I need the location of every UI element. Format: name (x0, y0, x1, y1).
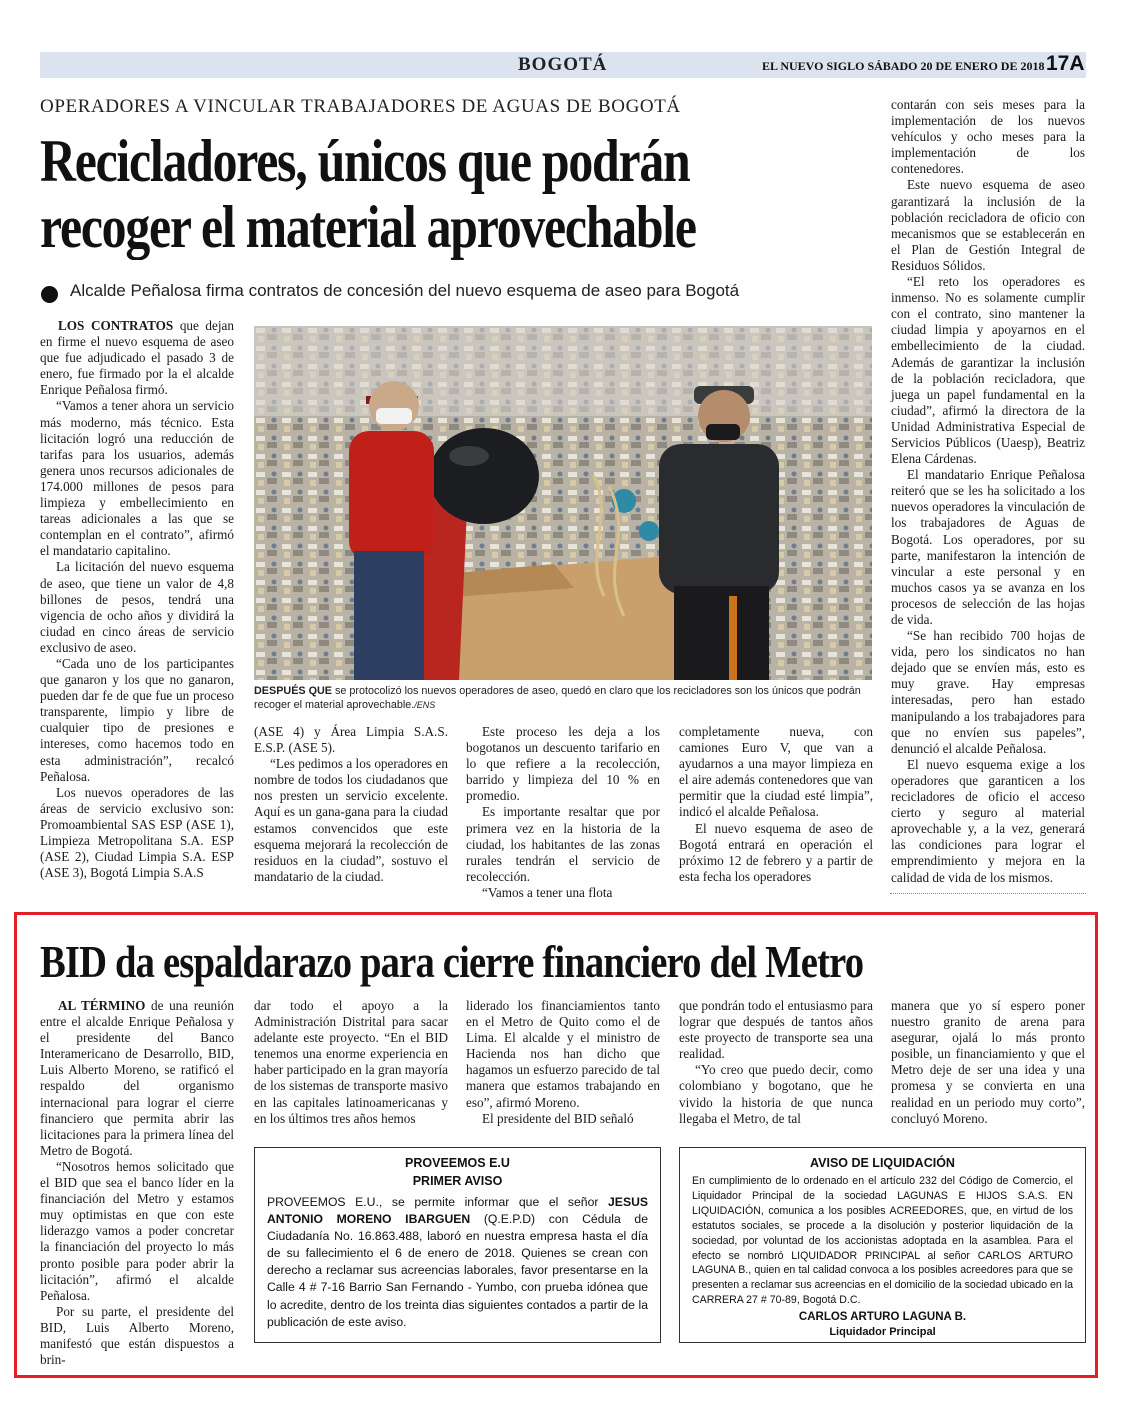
ad-signer-role: Liquidador Principal (829, 1326, 936, 1339)
article2-column-5 (891, 998, 1085, 1127)
paragraph: manera que yo sí espero poner nuestro granito de arena para asegurar, ojalá lo más pronto posible, un financiamiento y que el Metro deje de ser una idea y una promesa y se convierta en una realidad en un periodo muy corto”, concluyó Moreno. (891, 998, 1085, 1126)
bullet-icon (41, 286, 58, 303)
lead-in: LOS CONTRATOS (58, 318, 174, 333)
news-photo-recyclers (254, 326, 872, 680)
article1-column-4 (679, 724, 873, 885)
paragraph: “Vamos a tener una flota (482, 884, 613, 900)
paragraph: (ASE 4) y Área Limpia S.A.S. E.S.P. (ASE 5). (254, 724, 448, 756)
paragraph: de una reunión entre el alcalde Enrique Peñalosa y el presidente del Banco Interamericano de Desarrollo, BID, Luis Alberto Moreno, se ratificó el respaldo del organismo internacional para lograr el cierre financiero que permita abrir las licitaciones para la primera línea del Metro de Bogotá. (40, 998, 234, 1158)
ad-text: PROVEEMOS E.U., se permite informar que el señor (267, 1195, 609, 1209)
paragraph: Es importante resaltar que por primera vez en la historia de la ciudad, los habitantes de las zonas rurales tendrán el servicio de recolección. (466, 804, 660, 884)
article2-column-4 (679, 998, 873, 1127)
ad-title: PROVEEMOS E.U (405, 1156, 510, 1170)
paragraph: El nuevo esquema de aseo de Bogotá entrará en operación el próximo 12 de febrero y a partir de esta fecha los operadores (679, 820, 873, 884)
classified-ad-liquidacion (679, 1147, 1086, 1343)
paragraph: “Yo creo que puedo decir, como colombiano y bogotano, que he vivido la historia de que nunca llegaba el Metro, de tal (679, 1062, 873, 1126)
paragraph: “Se han recibido 700 hojas de vida, pero los sindicatos no han dejado que se envíen más, esto es muy grave. Hay empresas interesadas, pero han estado manipulando a los trabajadores para que no envíen sus papeles”, denunció el alcalde Peñalosa. (891, 628, 1085, 756)
caption-lead: DESPUÉS QUE (254, 685, 332, 697)
page-number: 17A (1046, 52, 1085, 75)
classified-ad-proveemos (254, 1147, 661, 1343)
paragraph: La licitación del nuevo esquema de aseo, que tiene un valor de 4,8 billones de pesos, tendrá una vigencia de ocho años y dividirá la ciudad en cinco áreas de servicio exclusivo de aseo. (40, 559, 234, 655)
paragraph: Este proceso les deja a los bogotanos un descuento tarifario en lo que refiere a la recolección, barrido y limpieza del 10 % en promedio. (466, 724, 660, 804)
paragraph: liderado los financiamientos tanto en el Metro de Quito como el de Lima. El alcalde y el ministro de Hacienda nos han dicho que hagamos un esfuerzo parecido de tal manera que estamos trabajando en eso”, afirmó Moreno. (466, 998, 660, 1110)
paragraph: completamente nueva, con camiones Euro V, que van a ayudarnos a una mayor limpieza en el aire además contenedores que van permitir que la ciudad esté limpia”, indicó el alcalde Peñalosa. (679, 724, 873, 820)
article2-column-1 (40, 998, 234, 1368)
photo-credit: /ENS (414, 700, 436, 710)
paragraph: El presidente del BID señaló (482, 1110, 634, 1126)
paragraph: Los nuevos operadores de las áreas de servicio exclusivo son: Promoambiental SAS ESP (ASE 1), Limpieza Metropolitana S.A. ESP (ASE 2), Ciudad Limpia S.A. ESP (ASE 3), Bogotá Limpia S.A.S (40, 784, 234, 881)
paragraph: “Nosotros hemos solicitado que el BID que sea el banco líder en la financiación del Metro y estamos muy optimistas en que con este liderazgo vamos a poder concretar la financiación del proyecto lo más pronto posible para poder abrir la licitación”, afirmó el alcalde Peñalosa. (40, 1158, 234, 1303)
article-kicker: OPERADORES A VINCULAR TRABAJADORES DE AGUAS DE BOGOTÁ (40, 96, 681, 117)
paper-date-info: EL NUEVO SIGLO SÁBADO 20 DE ENERO DE 2018 (762, 59, 1045, 73)
paragraph: “Les pedimos a los operadores en nombre de todos los ciudadanos que nos presten un servicio excelente. Aquí es un gana-gana para la ciudad estamos convencidos que este esquema mejorará la recolección de residuos en la ciudad”, sostuvo el mandatario de la ciudad. (254, 756, 448, 884)
article-subhead: Alcalde Peñalosa firma contratos de concesión del nuevo esquema de aseo para Bogotá (70, 281, 740, 300)
paragraph: El nuevo esquema exige a los operadores que garanticen a los recicladores de oficio el acceso cierto y seguro al material aprovechable y, a la vez, generará las condiciones para lograr el emprendimiento y mejora en la calidad de vida de los mismos. (891, 756, 1085, 885)
ad-body (255, 1194, 660, 1331)
paragraph: contarán con seis meses para la implementación de los nuevos vehículos y ocho meses para la implementación de los contenedores. (891, 97, 1085, 177)
paragraph: “Vamos a tener ahora un servicio más moderno, más técnico. Esta licitación logró una reducción de tarifas para los usuarios, además genera unos recursos adicionales de 174.000 millones de pesos para limpieza y embellecimiento en tareas adicionales a las que se contemplan en el contrato”, afirmó el mandatario capitalino. (40, 398, 234, 559)
headline-line-1: Recicladores, únicos que podrán (40, 128, 690, 194)
paragraph: que dejan en firme el nuevo esquema de aseo que fue adjudicado el pasado 3 de enero, fue firmado por la el alcalde Enrique Peñalosa firmó. (40, 318, 234, 398)
ad-body: En cumplimiento de lo ordenado en el artículo 232 del Código de Comercio, el Liquidador Principal de la sociedad LAGUNAS E HIJOS S.A.S. EN LIQUIDACIÓN, comunica a los posibles ACREEDORES, que, en virtud de los estatutos sociales, se procede a la disolución y posterior liquidación de la sociedad, por voluntad de los accionistas adoptada en la asamblea. Para el efecto se nombró LIQUIDADOR PRINCIPAL al señor CARLOS ARTURO LAGUNA B., quien en tal calidad convoca a los posibles acreedores para que se presenten a reclamar sus acreencias en el domicilio de la sociedad ubicado en la CARRERA 27 # 70-89, Bogotá D.C. (692, 1175, 1074, 1307)
ad-signer: CARLOS ARTURO LAGUNA B. (798, 1311, 967, 1324)
paragraph: Por su parte, el presidente del BID, Luis Alberto Moreno, manifestó que están dispuestos a brin- (40, 1303, 234, 1368)
paragraph: que pondrán todo el entusiasmo para lograr que después de tantos años este proyecto de transporte sea una realidad. (679, 998, 873, 1062)
ad-subtitle: PRIMER AVISO (412, 1174, 503, 1188)
lead-in: AL TÉRMINO (58, 998, 146, 1013)
paragraph: Este nuevo esquema de aseo garantizará la inclusión de la población recicladora de oficio con mecanismos que se establecerán en el Plan de Gestión Integral de Residuos Sólidos. (891, 177, 1085, 273)
article2-headline: BID da espaldarazo para cierre financiero del Metro (40, 936, 864, 987)
paragraph: dar todo el apoyo a la Administración Distrital para sacar adelante este proyecto. “En el BID tenemos una enorme experiencia en haber participado en la gran mayoría de los sistemas de transporte masivo en las capitales latinoamericanas y en los últimos tres años hemos (254, 998, 448, 1126)
photo-illustration (254, 326, 872, 680)
headline-line-2: recoger el material aprovechable (40, 194, 696, 260)
ad-text: (Q.E.P.D) con Cédula de Ciudadanía No. 16.863.488, laboró en nuestra empresa hasta el día de su fallecimiento el 6 de enero de 2018. Quienes se crean con derecho a reclamar sus acreencias laborales, favor presentarse en la Calle 4 # 7-16 Barrio San Fernando - Yumbo, con prueba idónea que lo acredite, dentro de los treinta dias siguientes contados a partir de la publicación de este aviso. (267, 1212, 648, 1329)
photo-caption (254, 684, 872, 712)
article1-column-1 (40, 318, 234, 881)
paragraph: “El reto los operadores es inmenso. No es solamente cumplir con el contrato, sino mantener la ciudad limpia y apoyarnos en el embellecimiento de la ciudad. Además de garantizar la inclusión de la población recicladora, que juega un papel fundamental en la ciudad”, afirmó la directora de la Unidad Administrativa Especial de Servicios Públicos (Uaesp), Beatriz Elena Cárdenas. (891, 274, 1085, 467)
paragraph: “Cada uno de los participantes que ganaron y los que no ganaron, pueden dar fe de que fue un proceso transparente, limpio y libre de cualquier tipo de presiones e intereses, como hacemos todo en esta administración”, recalcó Peñalosa. (40, 655, 234, 784)
article2-column-3 (466, 998, 660, 1127)
ad-title: AVISO DE LIQUIDACIÓN (810, 1156, 955, 1170)
paragraph: El mandatario Enrique Peñalosa reiteró que se les ha solicitado a los nuevos operadores la vinculación de los trabajadores de Aguas de Bogotá. Los operadores, por su parte, manifestaron la intención de vincular a este personal y en muchos casos ya se avanza en los procesos de selección de las hojas de vida. (891, 467, 1085, 627)
article-headline (40, 128, 721, 260)
article1-column-5 (891, 97, 1085, 886)
article1-column-2 (254, 724, 448, 885)
column-end-rule (890, 893, 1086, 894)
article1-column-3 (466, 724, 660, 901)
ad-person-name: JESUS ANTONIO MORENO IBARGUEN (267, 1195, 648, 1227)
article2-column-2 (254, 998, 448, 1127)
caption-text: se protocolizó los nuevos operadores de aseo, quedó en claro que los recicladores son los únicos que podrán recoger el material aprovechable. (254, 685, 861, 711)
section-label: BOGOTÁ (518, 54, 608, 75)
